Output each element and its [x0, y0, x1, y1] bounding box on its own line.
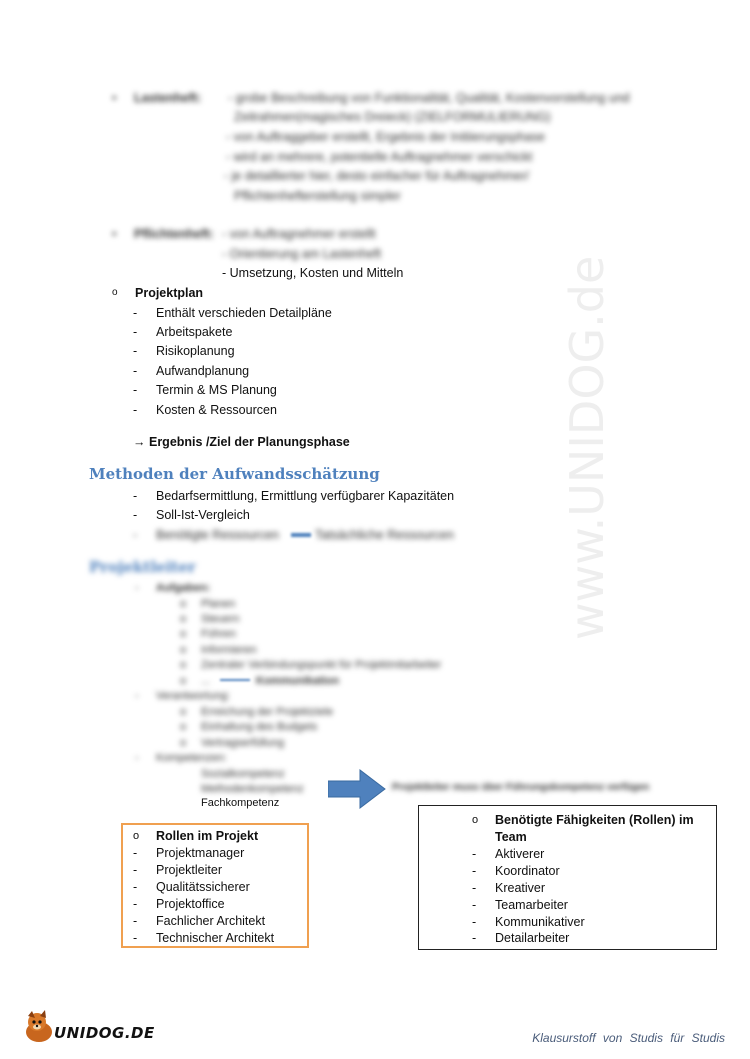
dash: - [133, 508, 138, 522]
list-item: ... [201, 675, 211, 687]
list-item: Einhaltung des Budgets [201, 721, 318, 733]
dash: - [472, 864, 477, 878]
lastenheft-label: Lastenheft: [134, 91, 202, 105]
blurred-text: Benötigte Ressourcen [156, 528, 279, 542]
list-item: Termin & MS Planung [156, 383, 277, 397]
dash: - [135, 752, 139, 764]
blurred-text: Tatsächliche Ressourcen [315, 528, 454, 542]
dash: - [133, 880, 138, 894]
bullet-dot: • [112, 91, 117, 105]
list-item: Sozialkompetenz [201, 768, 285, 780]
list-item: Vertragserfüllung [201, 737, 285, 749]
circle-bullet: o [112, 287, 118, 298]
circle-bullet: o [180, 737, 187, 749]
circle-bullet: o [472, 814, 479, 826]
dash: - [133, 863, 138, 877]
dash: - [133, 528, 138, 542]
list-item: Qualitätssicherer [156, 880, 250, 894]
kompetenzen-label: Kompetenzen: [156, 752, 227, 764]
verantwortung-label: Verantwortung: [156, 690, 230, 702]
arrow-right-icon: → [133, 435, 146, 449]
list-item: Koordinator [495, 864, 560, 878]
circle-bullet: o [180, 721, 187, 733]
list-item: Soll-Ist-Vergleich [156, 508, 250, 522]
result-line [133, 434, 350, 450]
lastenheft-line: - von Auftraggeber erstellt, Ergebnis der Initiierungsphase [226, 130, 545, 144]
dash: - [133, 325, 138, 339]
lastenheft-line: Pflichtenhefterstellung simpler [234, 189, 401, 203]
list-item: Zentraler Verbindungspunkt für Projektmitarbeiter [201, 659, 442, 671]
lastenheft-line: - grobe Beschreibung von Funktionalität, Qualität, Kostenvorstellung und [228, 91, 630, 105]
list-item: Enthält verschieden Detailpläne [156, 306, 332, 320]
block-arrow-icon [328, 769, 386, 809]
list-item: Erreichung der Projektziele [201, 706, 334, 718]
dash: - [133, 344, 138, 358]
list-item: Technischer Architekt [156, 931, 275, 945]
rollen-title: Rollen im Projekt [156, 829, 259, 843]
circle-bullet: o [180, 675, 187, 687]
list-item: Projektmanager [156, 846, 245, 860]
list-item: Detailarbeiter [495, 931, 570, 945]
projektleiter-heading: Projektleiter [89, 558, 196, 576]
result-text: Ergebnis /Ziel der Planungsphase [148, 435, 350, 449]
list-item: Aktiverer [495, 847, 545, 861]
list-item: Projektoffice [156, 897, 225, 911]
dash: - [133, 931, 138, 945]
faehigkeiten-title-cont: Team [495, 830, 527, 844]
kommunikation-text: Kommunikation [256, 675, 340, 687]
lastenheft-line: - wird an mehrere, potentielle Auftragnehmer verschickt [226, 150, 533, 164]
list-item: Methodenkompetenz [201, 783, 304, 795]
lastenheft-line: Zeitrahmen(magisches Dreieck) (ZIELFORMULIERUNG) [234, 110, 551, 124]
methoden-heading: Methoden der Aufwandsschätzung [89, 465, 380, 483]
circle-bullet: o [180, 628, 187, 640]
footer-tagline: Klausurstoff von Studis für Studis [532, 1031, 725, 1045]
list-item: Teamarbeiter [495, 898, 568, 912]
circle-bullet: o [180, 706, 187, 718]
fachkompetenz-text: Fachkompetenz [201, 797, 280, 809]
list-item: Projektleiter [156, 863, 222, 877]
dash: - [133, 306, 138, 320]
circle-bullet: o [180, 644, 187, 656]
watermark: www.UNIDOG.de [560, 255, 614, 640]
logo-text: UNIDOG.DE [54, 1024, 155, 1042]
dash: - [133, 846, 138, 860]
dog-icon [22, 1010, 58, 1044]
dash: - [133, 403, 138, 417]
dash: - [133, 897, 138, 911]
list-item: Risikoplanung [156, 344, 235, 358]
list-item: Informieren [201, 644, 257, 656]
bullet-dot: • [112, 227, 117, 241]
dash: - [472, 931, 477, 945]
dash: - [133, 489, 138, 503]
pflichtenheft-line: - Umsetzung, Kosten und Mitteln [222, 266, 404, 280]
list-item: Bedarfsermittlung, Ermittlung verfügbarer Kapazitäten [156, 489, 455, 503]
circle-bullet: o [133, 830, 140, 842]
list-item: Fachlicher Architekt [156, 914, 266, 928]
dash: - [133, 383, 138, 397]
dash: - [472, 881, 477, 895]
dash: - [472, 898, 477, 912]
dash: - [135, 690, 139, 702]
circle-bullet: o [180, 613, 187, 625]
aufgaben-label: Aufgaben: [156, 582, 211, 594]
dash: - [133, 914, 138, 928]
circle-bullet: o [180, 659, 187, 671]
pflichtenheft-label: Pflichtenheft: [134, 227, 214, 241]
list-item: Arbeitspakete [156, 325, 233, 339]
faehigkeiten-title: Benötigte Fähigkeiten (Rollen) im [495, 813, 694, 827]
projektplan-title: Projektplan [135, 286, 204, 300]
list-item: Kreativer [495, 881, 546, 895]
arrow-text: Projektleiter muss über Führungskompetenz verfügen [392, 782, 650, 793]
arrow-right-icon [220, 679, 250, 681]
list-item: Steuern [201, 613, 240, 625]
pflichtenheft-line: - von Auftragnehmer erstellt [222, 227, 376, 241]
dash: - [472, 915, 477, 929]
unidog-logo[interactable] [22, 1010, 155, 1048]
dash: - [133, 364, 138, 378]
list-item: Führen [201, 628, 236, 640]
list-item: Aufwandplanung [156, 364, 250, 378]
pflichtenheft-line: - Orientierung am Lastenheft [222, 247, 382, 261]
lastenheft-line: - je detaillierter hier, desto einfacher für Auftragnehmer/ [224, 169, 530, 183]
circle-bullet: o [180, 598, 187, 610]
double-arrow-icon [291, 533, 311, 537]
list-item: Kommunikativer [495, 915, 585, 929]
list-item: Planen [201, 598, 236, 610]
dash: - [472, 847, 477, 861]
dash: - [135, 582, 139, 594]
list-item: Kosten & Ressourcen [156, 403, 277, 417]
